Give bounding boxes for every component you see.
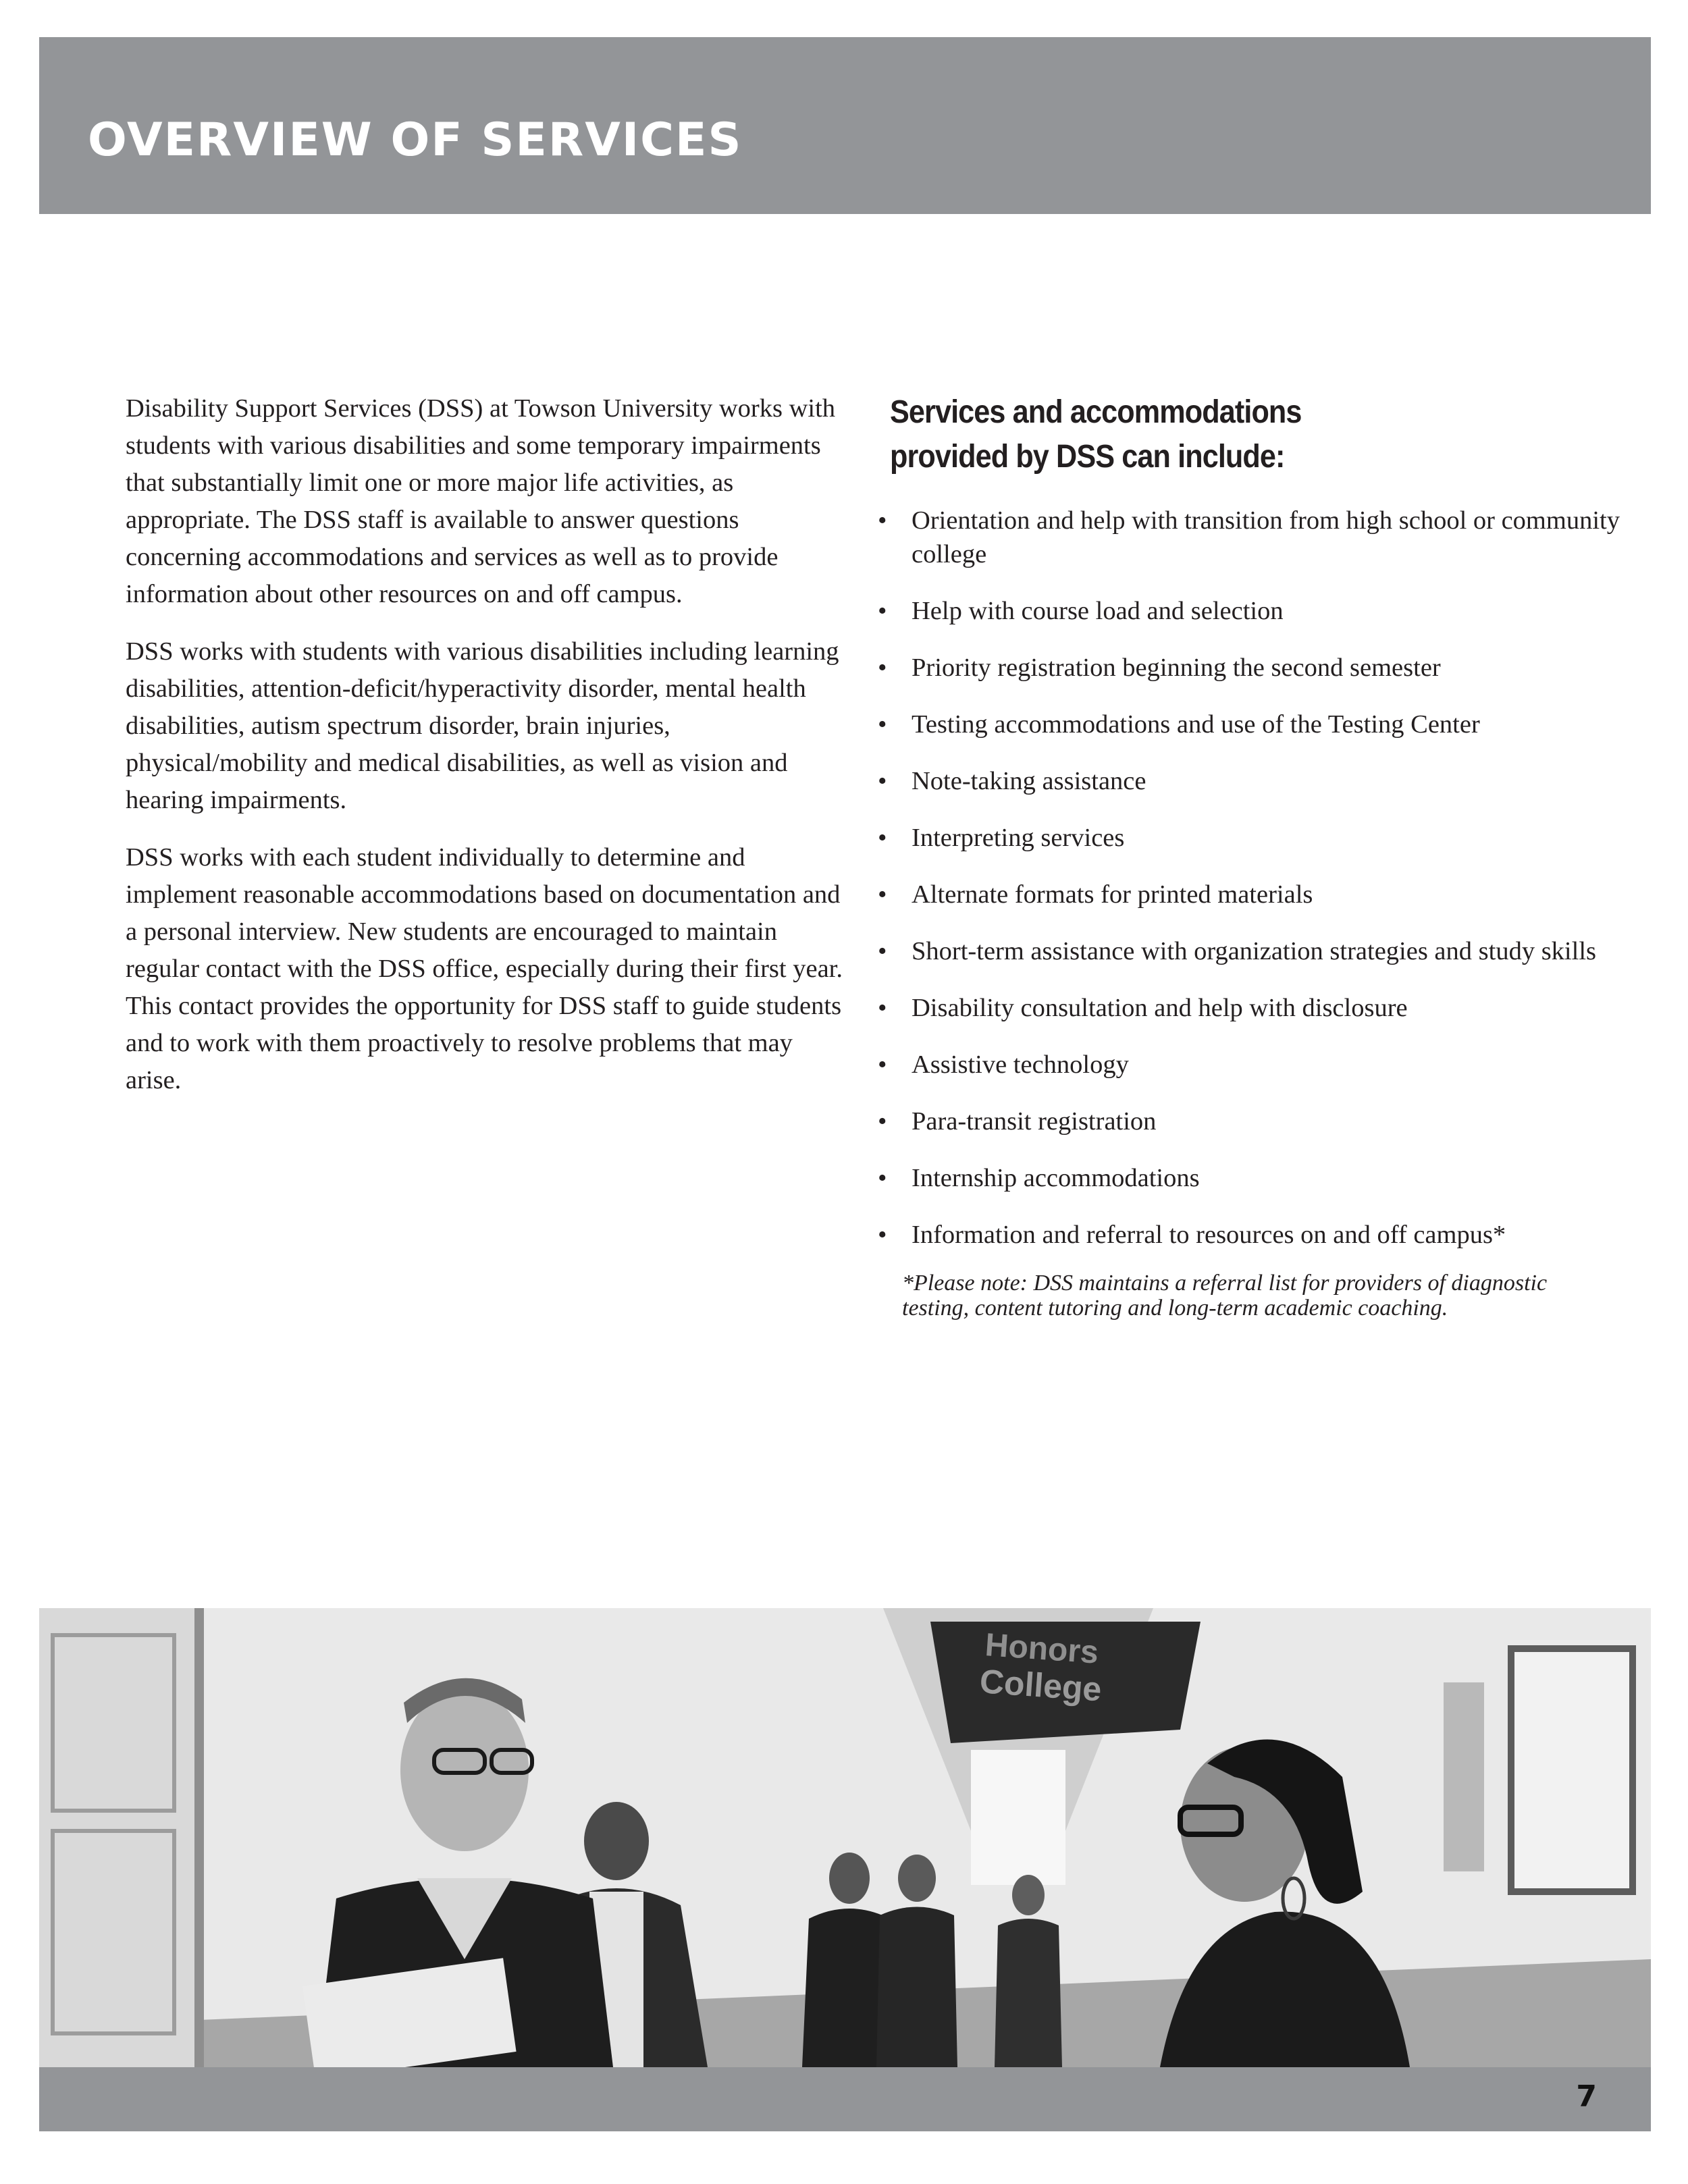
list-item-text: Internship accommodations <box>912 1164 1200 1192</box>
services-heading-line: provided by DSS can include: <box>890 439 1285 475</box>
list-item-text: Information and referral to resources on and off campus* <box>912 1221 1506 1249</box>
sign-text: College <box>978 1662 1103 1709</box>
referral-note: *Please note: DSS maintains a referral list for providers of diagnostic testing, content tutoring and long-term academic coaching. <box>902 1271 1548 1321</box>
list-item-text: Para-transit registration <box>912 1107 1157 1136</box>
list-item-text: Orientation and help with transition from high school or community college <box>912 506 1620 568</box>
list-item <box>878 991 1641 1025</box>
list-item <box>878 504 1641 571</box>
services-column <box>878 390 1641 1321</box>
list-item-text: Priority registration beginning the second semester <box>912 654 1441 682</box>
footer-bar <box>39 2067 1651 2131</box>
services-list <box>878 504 1641 1252</box>
hallway-photo-illustration <box>39 1608 1651 2067</box>
bullet-icon: • <box>878 767 887 795</box>
list-item <box>878 1161 1641 1195</box>
list-item-text: Short-term assistance with organization strategies and study skills <box>912 937 1597 965</box>
list-item <box>878 651 1641 685</box>
list-item-text: Help with course load and selection <box>912 597 1284 625</box>
list-item <box>878 878 1641 911</box>
sign-text: Honors <box>984 1627 1100 1671</box>
list-item <box>878 821 1641 855</box>
list-item-text: Note-taking assistance <box>912 767 1146 795</box>
list-item-text: Alternate formats for printed materials <box>912 880 1313 909</box>
services-heading-line: Services and accommodations <box>890 394 1302 430</box>
bullet-icon: • <box>878 824 887 852</box>
bullet-icon: • <box>878 937 887 965</box>
intro-column <box>126 390 848 1119</box>
page-number: 7 <box>1576 2079 1597 2114</box>
bullet-icon: • <box>878 880 887 909</box>
services-heading <box>890 390 1566 479</box>
bullet-icon: • <box>878 597 887 625</box>
bullet-icon: • <box>878 710 887 739</box>
list-item-text: Disability consultation and help with disclosure <box>912 994 1408 1022</box>
bullet-icon: • <box>878 1050 887 1079</box>
intro-paragraph: Disability Support Services (DSS) at Towson University works with students with various disabilities and some temporary impairments that substantially limit one or more major life activities, as appropriate. The DSS staff is available to answer questions concerning accommodations and services as well as to provide information about other resources on and off campus. <box>126 394 836 608</box>
list-item <box>878 1218 1641 1252</box>
intro-paragraph: DSS works with students with various disabilities including learning disabilities, attention-deficit/hyperactivity disorder, mental health disabilities, autism spectrum disorder, brain injuries, physical/mobility and medical disabilities, as well as vision and hearing impairments. <box>126 637 839 814</box>
bullet-icon: • <box>878 1221 887 1249</box>
list-item-text: Testing accommodations and use of the Testing Center <box>912 710 1480 739</box>
hallway-photo <box>39 1608 1651 2067</box>
list-item <box>878 934 1641 968</box>
list-item <box>878 1104 1641 1138</box>
list-item <box>878 1048 1641 1082</box>
intro-paragraph: DSS works with each student individually to determine and implement reasonable accommodations based on documentation and a personal interview. New students are encouraged to maintain regular contact with the DSS office, especially during their first year. This contact provides the opportunity for DSS staff to guide students and to work with them proactively to resolve problems that may arise. <box>126 843 843 1094</box>
bullet-icon: • <box>878 654 887 682</box>
list-item-text: Interpreting services <box>912 824 1125 852</box>
bullet-icon: • <box>878 1164 887 1192</box>
list-item <box>878 708 1641 741</box>
list-item <box>878 594 1641 628</box>
bullet-icon: • <box>878 994 887 1022</box>
list-item-text: Assistive technology <box>912 1050 1129 1079</box>
bullet-icon: • <box>878 506 887 535</box>
bullet-icon: • <box>878 1107 887 1136</box>
page-title: OVERVIEW OF SERVICES <box>88 113 743 167</box>
list-item <box>878 764 1641 798</box>
